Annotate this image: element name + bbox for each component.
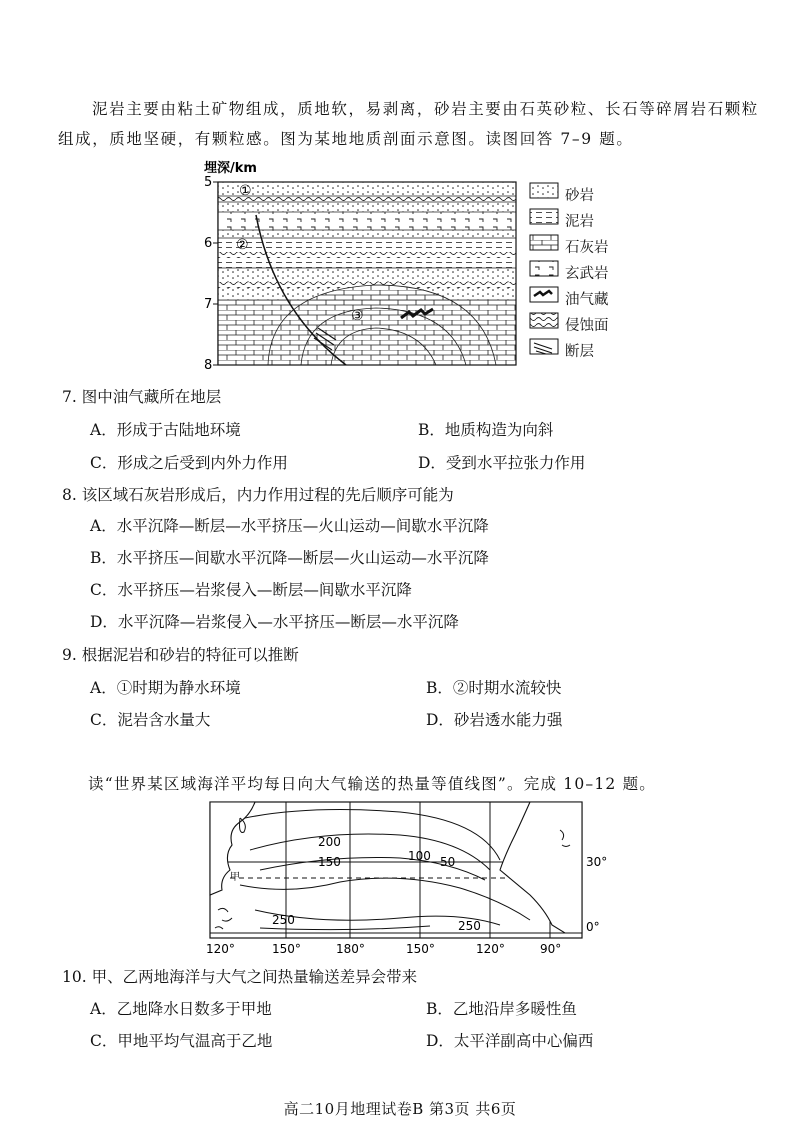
lon-label-120e: 120° bbox=[206, 942, 235, 956]
y-tick-8: 8 bbox=[204, 358, 213, 373]
marker-2: ② bbox=[236, 237, 249, 253]
q10-option-d: D．太平洋副高中心偏西 bbox=[426, 1032, 594, 1050]
intro-2: 读“世界某区域海洋平均每日向大气输送的热量等值线图”。完成 10–12 题。 bbox=[88, 775, 657, 793]
lon-label-180: 180° bbox=[336, 942, 365, 956]
point-jia-label: 甲 bbox=[230, 872, 240, 883]
geologic-section-figure bbox=[196, 160, 616, 375]
legend-basalt: 玄武岩 bbox=[565, 266, 609, 282]
legend-fault: 断层 bbox=[565, 344, 594, 360]
q9-option-a: A．①时期为静水环境 bbox=[90, 679, 241, 697]
q8-stem: 8. 该区域石灰岩形成后，内力作用过程的先后顺序可能为 bbox=[62, 486, 454, 504]
intro-line-2: 组成，质地坚硬，有颗粒感。图为某地地质剖面示意图。读图回答 7–9 题。 bbox=[58, 130, 634, 148]
q8-option-c: C．水平挤压—岩浆侵入—断层—间歇水平沉降 bbox=[90, 581, 412, 599]
q7-option-d: D．受到水平拉张力作用 bbox=[418, 454, 586, 472]
intro-line-1: 泥岩主要由粘土矿物组成，质地软，易剥离，砂岩主要由石英砂粒、长石等碎屑岩石颗粒 bbox=[92, 100, 759, 118]
heat-contour-map-figure bbox=[200, 800, 620, 960]
y-tick-5: 5 bbox=[204, 175, 213, 190]
legend-sandstone: 砂岩 bbox=[565, 188, 594, 204]
heat-contour-map-svg bbox=[200, 800, 620, 960]
lon-label-150e: 150° bbox=[272, 942, 301, 956]
contour-label-150: 150 bbox=[318, 855, 341, 869]
lon-label-150w: 150° bbox=[406, 942, 435, 956]
contour-label-250-left: 250 bbox=[272, 913, 295, 927]
lat-label-0: 0° bbox=[586, 920, 600, 934]
q8-option-a: A．水平沉降—断层—水平挤压—火山运动—间歇水平沉降 bbox=[90, 517, 489, 535]
y-axis-title: 埋深/km bbox=[204, 161, 257, 176]
lon-label-90w: 90° bbox=[540, 942, 562, 956]
q7-option-b: B．地质构造为向斜 bbox=[418, 421, 554, 439]
lat-label-30: 30° bbox=[586, 855, 608, 869]
q10-option-b: B．乙地沿岸多暖性鱼 bbox=[426, 1000, 577, 1018]
contour-label-50: 50 bbox=[440, 855, 456, 869]
legend-limestone: 石灰岩 bbox=[565, 240, 609, 256]
q7-option-c: C．形成之后受到内外力作用 bbox=[90, 454, 288, 472]
q10-option-a: A．乙地降水日数多于甲地 bbox=[90, 1000, 272, 1018]
contour-label-100: 100 bbox=[408, 849, 431, 863]
legend-oil-gas: 油气藏 bbox=[565, 292, 609, 308]
q7-stem: 7. 图中油气藏所在地层 bbox=[62, 388, 222, 406]
contour-label-250-right: 250 bbox=[458, 919, 481, 933]
contour-label-200: 200 bbox=[318, 835, 341, 849]
q10-option-c: C．甲地平均气温高于乙地 bbox=[90, 1032, 273, 1050]
legend-mudstone: 泥岩 bbox=[565, 214, 594, 230]
lon-label-120w: 120° bbox=[476, 942, 505, 956]
q8-option-d: D．水平沉降—岩浆侵入—水平挤压—断层—水平沉降 bbox=[90, 613, 459, 631]
geologic-section-svg bbox=[196, 160, 616, 375]
page-footer: 高二10月地理试卷B 第3页 共6页 bbox=[283, 1100, 517, 1118]
q10-stem: 10. 甲、乙两地海洋与大气之间热量输送差异会带来 bbox=[62, 968, 418, 986]
q9-option-c: C．泥岩含水量大 bbox=[90, 711, 211, 729]
q9-stem: 9. 根据泥岩和砂岩的特征可以推断 bbox=[62, 646, 299, 664]
q8-option-b: B．水平挤压—间歇水平沉降—断层—火山运动—水平沉降 bbox=[90, 549, 489, 567]
marker-3: ③ bbox=[351, 308, 364, 324]
y-tick-7: 7 bbox=[204, 297, 213, 312]
marker-1: ① bbox=[239, 183, 252, 199]
q7-option-a: A．形成于古陆地环境 bbox=[90, 421, 241, 439]
q9-option-d: D．砂岩透水能力强 bbox=[426, 711, 563, 729]
y-tick-6: 6 bbox=[204, 236, 213, 251]
legend-erosion-surface: 侵蚀面 bbox=[565, 318, 609, 334]
q9-option-b: B．②时期水流较快 bbox=[426, 679, 562, 697]
